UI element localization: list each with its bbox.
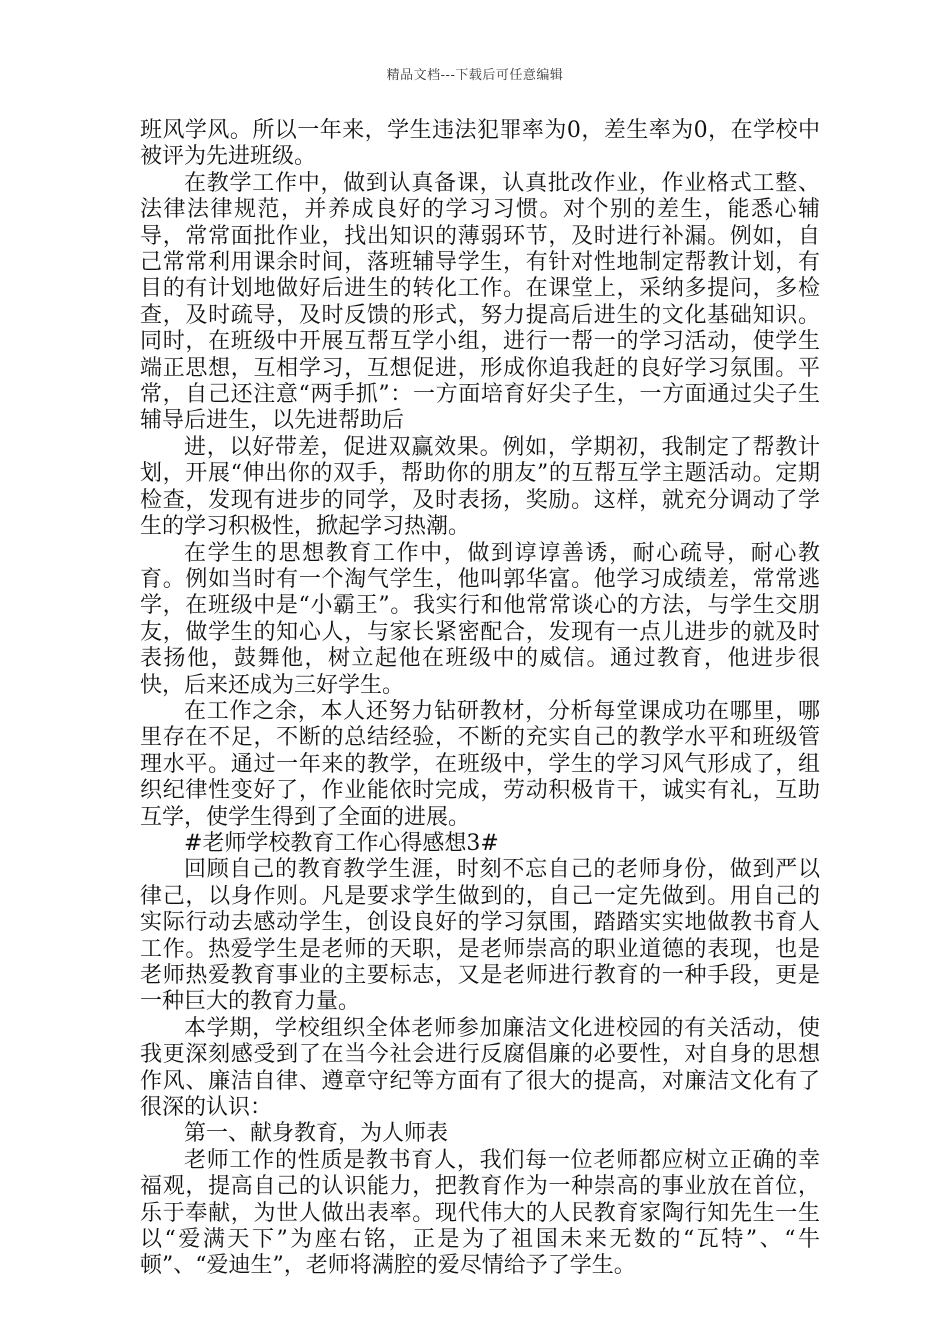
- section-heading: #老师学校教育工作心得感想3#: [184, 830, 499, 856]
- paragraph-mutual-help: 进，以好带差，促进双赢效果。例如，学期初，我制定了帮教计划，开展“伸出你的双手，帮助你的朋友”的互帮互学主题活动。定期检查，发现有进步的同学，及时表扬，奖励。这样，就充分调动了学生的学习积极性，掀起学习热潮。: [140, 434, 820, 540]
- paragraph-integrity-culture: 本学期，学校组织全体老师参加廉洁文化进校园的有关活动，使我更深刻感受到了在当今社会进行反腐倡廉的必要性，对自身的思想作风、廉洁自律、遵章守纪等方面有了很大的提高，对廉洁文化有了很深的认识：: [140, 1015, 820, 1121]
- subheading-dedication: 第一、献身教育，为人师表: [184, 1121, 449, 1147]
- paragraph-teacher-nature: 老师工作的性质是教书育人，我们每一位老师都应树立正确的幸福观，提高自己的认识能力，把教育作为一种崇高的事业放在首位，乐于奉献，为世人做出表率。现代伟大的人民教育家陶行知先生一生以“爱满天下”为座右铭，正是为了祖国未来无数的“瓦特”、“牛顿”、“爱迪生”，老师将满腔的爱尽情给予了学生。: [140, 1147, 820, 1279]
- paragraph-review-career: 回顾自己的教育教学生涯，时刻不忘自己的老师身份，做到严以律己，以身作则。凡是要求学生做到的，自己一定先做到。用自己的实际行动去感动学生，创设良好的学习氛围，踏踏实实地做教书育人工作。热爱学生是老师的天职，是老师崇高的职业道德的表现，也是老师热爱教育事业的主要标志，又是老师进行教育的一种手段，更是一种巨大的教育力量。: [140, 857, 820, 1015]
- paragraph-study-materials: 在工作之余，本人还努力钻研教材，分析每堂课成功在哪里，哪里存在不足，不断的总结经验，不断的充实自己的教学水平和班级管理水平。通过一年来的教学，在班级中，学生的学习风气形成了，组织纪律性变好了，作业能依时完成，劳动积极肯干，诚实有礼，互助互学，使学生得到了全面的进展。: [140, 698, 820, 830]
- paragraph-ideological-education: 在学生的思想教育工作中，做到谆谆善诱，耐心疏导，耐心教育。例如当时有一个淘气学生，他叫郭华富。他学习成绩差，常常逃学，在班级中是“小霸王”。我实行和他常常谈心的方法，与学生交朋友，做学生的知心人，与家长紧密配合，发现有一点儿进步的就及时表扬他，鼓舞他，树立起他在班级中的威信。通过教育，他进步很快，后来还成为三好学生。: [140, 540, 820, 698]
- paragraph-teaching-work: 在教学工作中，做到认真备课，认真批改作业，作业格式工整、法律法律规范，并养成良好的学习习惯。对个别的差生，能悉心辅导，常常面批作业，找出知识的薄弱环节，及时进行补漏。例如，自己常常利用课余时间，落班辅导学生，有针对性地制定帮教计划，有目的有计划地做好后进生的转化工作。在课堂上，采纳多提问，多检查，及时疏导，及时反馈的形式，努力提高后进生的文化基础知识。同时，在班级中开展互帮互学小组，进行一帮一的学习活动，使学生端正思想，互相学习，互想促进，形成你追我赶的良好学习氛围。平常，自己还注意“两手抓”：一方面培育好尖子生，一方面通过尖子生辅导后进生，以先进帮助后: [140, 170, 820, 434]
- page-header: 精品文档---下载后可任意编辑: [386, 68, 564, 83]
- document-body: [140, 118, 820, 1280]
- paragraph-continuation: 班风学风。所以一年来，学生违法犯罪率为0，差生率为0，在学校中被评为先进班级。: [140, 118, 820, 170]
